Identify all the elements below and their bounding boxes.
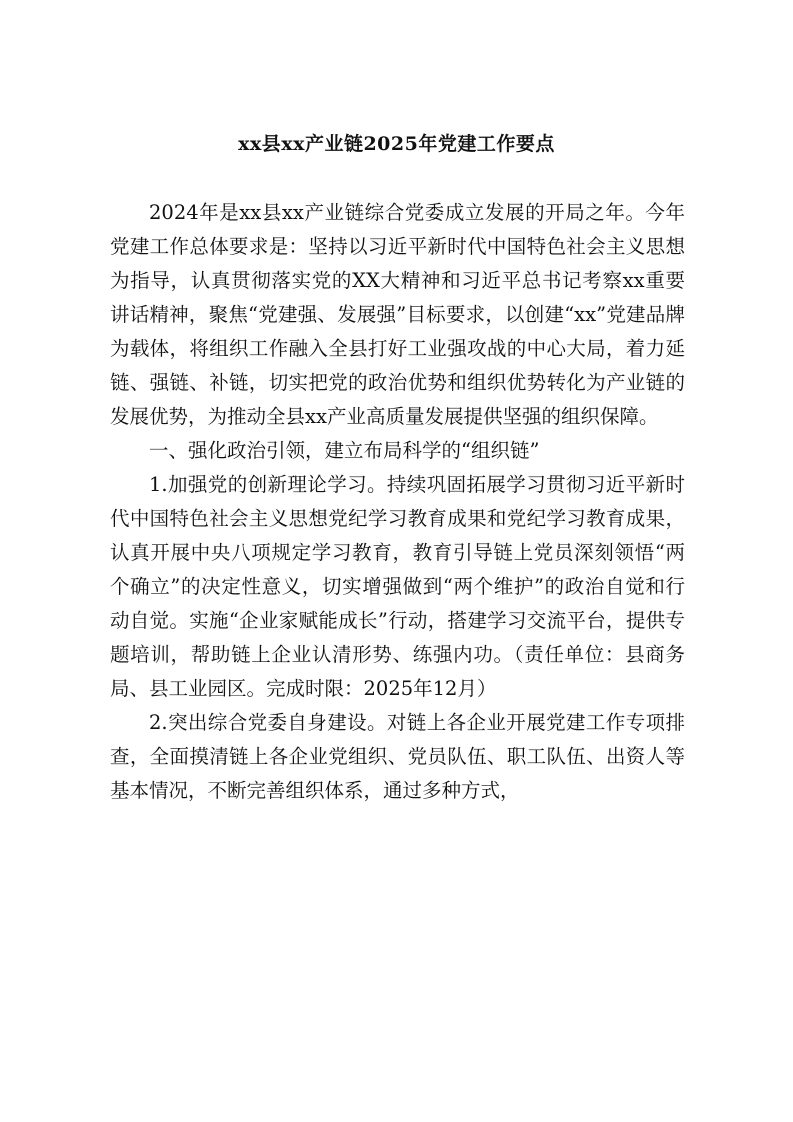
paragraph-item-2: 2.突出综合党委自身建设。对链上各企业开展党建工作专项排查，全面摸清链上各企业党组织、党员队伍、职工队伍、出资人等基本情况，不断完善组织体系，通过多种方式，	[110, 711, 685, 802]
paragraph-intro: 2024年是xx县xx产业链综合党委成立发展的开局之年。今年党建工作总体要求是：坚持以习近平新时代中国特色社会主义思想为指导，认真贯彻落实党的XX大精神和习近平总书记考察xx重要讲话精神，聚焦“党建强、发展强”目标要求，以创建“xx”党建品牌为载体，将组织工作融入全县打好工业强攻战的中心大局，着力延链、强链、补链，切实把党的政治优势和组织优势转化为产业链的发展优势，为推动全县xx产业高质量发展提供坚强的组织保障。	[110, 201, 685, 428]
document-body	[110, 196, 685, 808]
section-heading-1: 一、强化政治引领，建立布局科学的“组织链”	[149, 439, 540, 462]
paragraph-item-1: 1.加强党的创新理论学习。持续巩固拓展学习贯彻习近平新时代中国特色社会主义思想党纪学习教育成果和党纪学习教育成果，认真开展中央八项规定学习教育，教育引导链上党员深刻领悟“两个确立”的决定性意义，切实增强做到“两个维护”的政治自觉和行动自觉。实施“企业家赋能成长”行动，搭建学习交流平台，提供专题培训，帮助链上企业认清形势、练强内功。（责任单位：县商务局、县工业园区。完成时限：2025年12月）	[110, 473, 685, 700]
document-title: xx县xx产业链2025年党建工作要点	[238, 133, 555, 155]
